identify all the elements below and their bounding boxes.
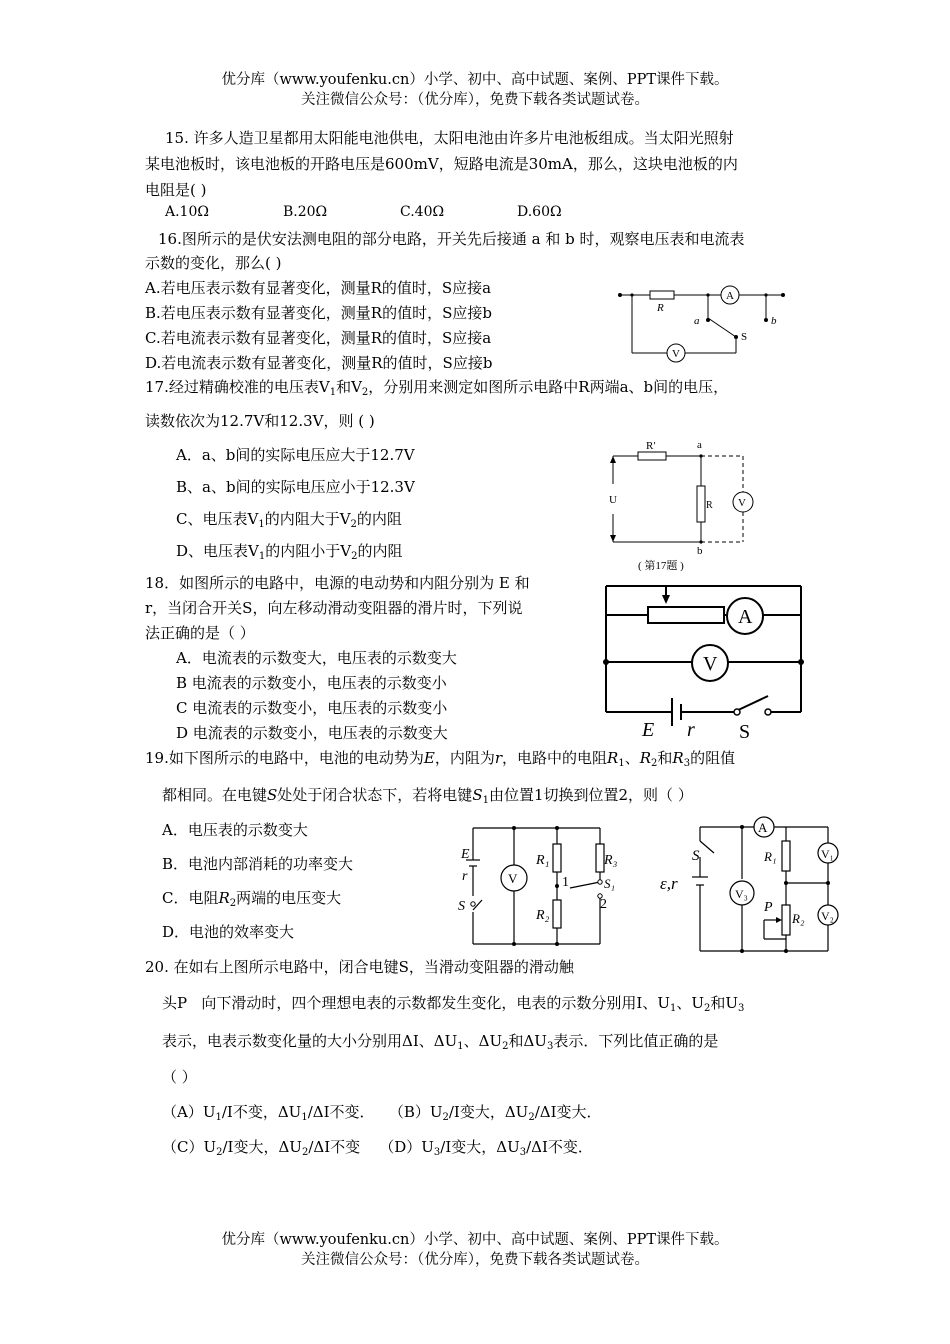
q19-circuit-diagram <box>452 820 632 952</box>
q20-line2: 头P 向下滑动时，四个理想电表的示数都发生变化，电表的示数分别用I、$U_1$、$U_2$和$U_3$ <box>162 994 745 1014</box>
q19-fig-label-R2: R₂ <box>536 908 550 923</box>
q17-option-d: D、电压表$V_1$的内阻小于$V_2$的内阻 <box>176 542 403 562</box>
q17-fig-label-R: R <box>706 500 713 511</box>
q15-line1: 15. 许多人造卫星都用太阳能电池供电，太阳电池由许多片电池板组成。当太阳光照射 <box>165 129 734 147</box>
q20-options-cd: $(C)U_2/I$变大，$\Delta U_2/\Delta I$不变 $(D)U_3/I$变大，$\Delta U_3/\Delta I$不变． <box>162 1138 593 1158</box>
q16-option-c: C.若电流表示数有显著变化，测量R的值时，S应接a <box>145 329 492 347</box>
q16-option-a: A.若电压表示数有显著变化，测量R的值时，S应接a <box>145 279 492 297</box>
q17-fig-label-Rprime: R′ <box>646 440 656 452</box>
q20-circuit-diagram <box>656 815 846 955</box>
q19-fig-label-R3: R₃ <box>604 853 618 868</box>
q16-fig-label-A: A <box>726 290 734 302</box>
q18-option-b: B 电流表的示数变小，电压表的示数变小 <box>176 674 447 692</box>
q17-option-b: B、a、b间的实际电压应小于12.3V <box>176 478 415 496</box>
q19-fig-label-S: S <box>458 899 465 914</box>
q19-fig-label-2: 2 <box>600 897 607 912</box>
q18-line3: 法正确的是（ ） <box>145 624 255 642</box>
q15-line3: 电阻是( ) <box>145 181 207 199</box>
page-header-line2: 关注微信公众号：（优分库），免费下载各类试题试卷。 <box>301 92 649 108</box>
q17-option-a: A．a、b间的实际电压应大于12.7V <box>176 446 415 464</box>
q18-fig-label-S: S <box>739 721 751 743</box>
q16-line1: 16.图所示的是伏安法测电阻的部分电路，开关先后接通 a 和 b 时，观察电压表和电流表 <box>158 230 745 248</box>
q17-option-c: C、电压表$V_1$的内阻大于$V_2$的内阻 <box>176 510 402 530</box>
q19-line1: 19.如下图所示的电路中，电池的电动势为E，内阻为r，电路中的电阻$R_1$、$R_2$和$R_3$的阻值 <box>145 749 736 769</box>
q15-option-c: C.40Ω <box>400 204 445 220</box>
q15-option-b: B.20Ω <box>283 204 328 220</box>
q19-fig-label-E: E <box>461 847 470 862</box>
q17-line2: 读数依次为12.7V和12.3V，则 ( ) <box>145 412 375 430</box>
page-footer-line2: 关注微信公众号：（优分库），免费下载各类试题试卷。 <box>301 1252 649 1268</box>
q15-option-d: D.60Ω <box>517 204 562 220</box>
q19-option-c: C．电阻$R_2$两端的电压变大 <box>162 889 342 909</box>
q16-circuit-diagram <box>608 280 808 370</box>
q19-fig-label-S1: S₁ <box>604 876 616 891</box>
q20-fig-label-P: P <box>764 900 773 915</box>
q18-fig-label-E: E <box>642 719 655 741</box>
q20-fig-label-er: ε,r <box>660 874 678 893</box>
q18-circuit-diagram <box>596 582 811 744</box>
q16-fig-label-V: V <box>672 348 680 360</box>
q20-fig-label-V2: V₂ <box>821 909 834 923</box>
q20-line4: （ ） <box>162 1068 197 1086</box>
q17-fig-label-b: b <box>697 545 703 557</box>
q19-fig-label-R1: R₁ <box>536 853 550 868</box>
q18-fig-label-r: r <box>687 719 695 741</box>
page-header-line1: 优分库（www.youfenku.cn）小学、初中、高中试题、案例、PPT课件下载。 <box>221 72 729 88</box>
page-footer-line1: 优分库（www.youfenku.cn）小学、初中、高中试题、案例、PPT课件下载。 <box>221 1232 729 1248</box>
q17-fig-label-a: a <box>697 439 702 451</box>
q19-fig-label-1: 1 <box>562 875 569 890</box>
q16-fig-label-R: R <box>657 302 664 314</box>
q18-option-a: A．电流表的示数变大，电压表的示数变大 <box>176 649 457 667</box>
q19-line2: 都相同。在电键S处处于闭合状态下，若将电键$S_1$由位置1切换到位置2，则（ ） <box>162 786 693 806</box>
q20-fig-label-V1: V₁ <box>821 847 834 861</box>
q18-fig-label-V: V <box>703 653 718 675</box>
q18-fig-label-A: A <box>738 606 753 628</box>
q17-line1: 17.经过精确校准的电压表$V_1$和$V_2$，分别用来测定如图所示电路中R两端a、b间的电压， <box>145 378 729 398</box>
q16-line2: 示数的变化，那么( ) <box>145 254 282 272</box>
q16-fig-label-b: b <box>771 315 777 327</box>
q19-option-b: B．电池内部消耗的功率变大 <box>162 855 354 873</box>
q20-line1: 20. 在如右上图所示电路中，闭合电键S，当滑动变阻器的滑动触 <box>145 958 574 976</box>
q20-fig-label-R2: R₂ <box>792 911 805 926</box>
q18-line2: r，当闭合开关S，向左移动滑动变阻器的滑片时，下列说 <box>145 599 523 617</box>
q16-option-b: B.若电压表示数有显著变化，测量R的值时，S应接b <box>145 304 492 322</box>
q16-fig-label-a: a <box>694 315 700 327</box>
q15-line2: 某电池板时，该电池板的开路电压是600mV，短路电流是30mA，那么，这块电池板的内 <box>145 155 738 173</box>
q20-fig-label-V3: V₃ <box>735 887 748 901</box>
q18-option-d: D 电流表的示数变小，电压表的示数变大 <box>176 724 448 742</box>
q19-option-a: A．电压表的示数变大 <box>162 821 308 839</box>
q16-fig-label-S: S <box>741 331 748 343</box>
q17-fig-label-U: U <box>609 494 617 506</box>
q19-option-d: D．电池的效率变大 <box>162 923 295 941</box>
q20-fig-label-S: S <box>692 848 700 864</box>
q18-line1: 18．如图所示的电路中，电源的电动势和内阻分别为 E 和 <box>145 574 530 592</box>
q17-fig-label-V: V <box>738 497 746 509</box>
q15-option-a: A.10Ω <box>165 204 209 220</box>
q20-fig-label-R1: R₁ <box>764 849 777 864</box>
q19-fig-label-V: V <box>508 871 518 886</box>
q19-fig-label-r: r <box>462 869 468 884</box>
q17-fig-caption: ( 第17题 ) <box>638 560 684 572</box>
q16-option-d: D.若电流表示数有显著变化，测量R的值时，S应接b <box>145 354 493 372</box>
q20-line3: 表示，电表示数变化量的大小分别用ΔI、$\Delta U_1$、$\Delta U_2$和$\Delta U_3$表示．下列比值正确的是 <box>162 1032 719 1052</box>
q20-fig-label-A: A <box>758 820 768 835</box>
q17-circuit-diagram <box>598 436 758 576</box>
q20-options-ab: $(A)U_1/I$不变，$\Delta U_1/\Delta I$不变． $(B)U_2/I$变大，$\Delta U_2/\Delta I$变大． <box>162 1103 602 1123</box>
q18-option-c: C 电流表的示数变小，电压表的示数变小 <box>176 699 448 717</box>
